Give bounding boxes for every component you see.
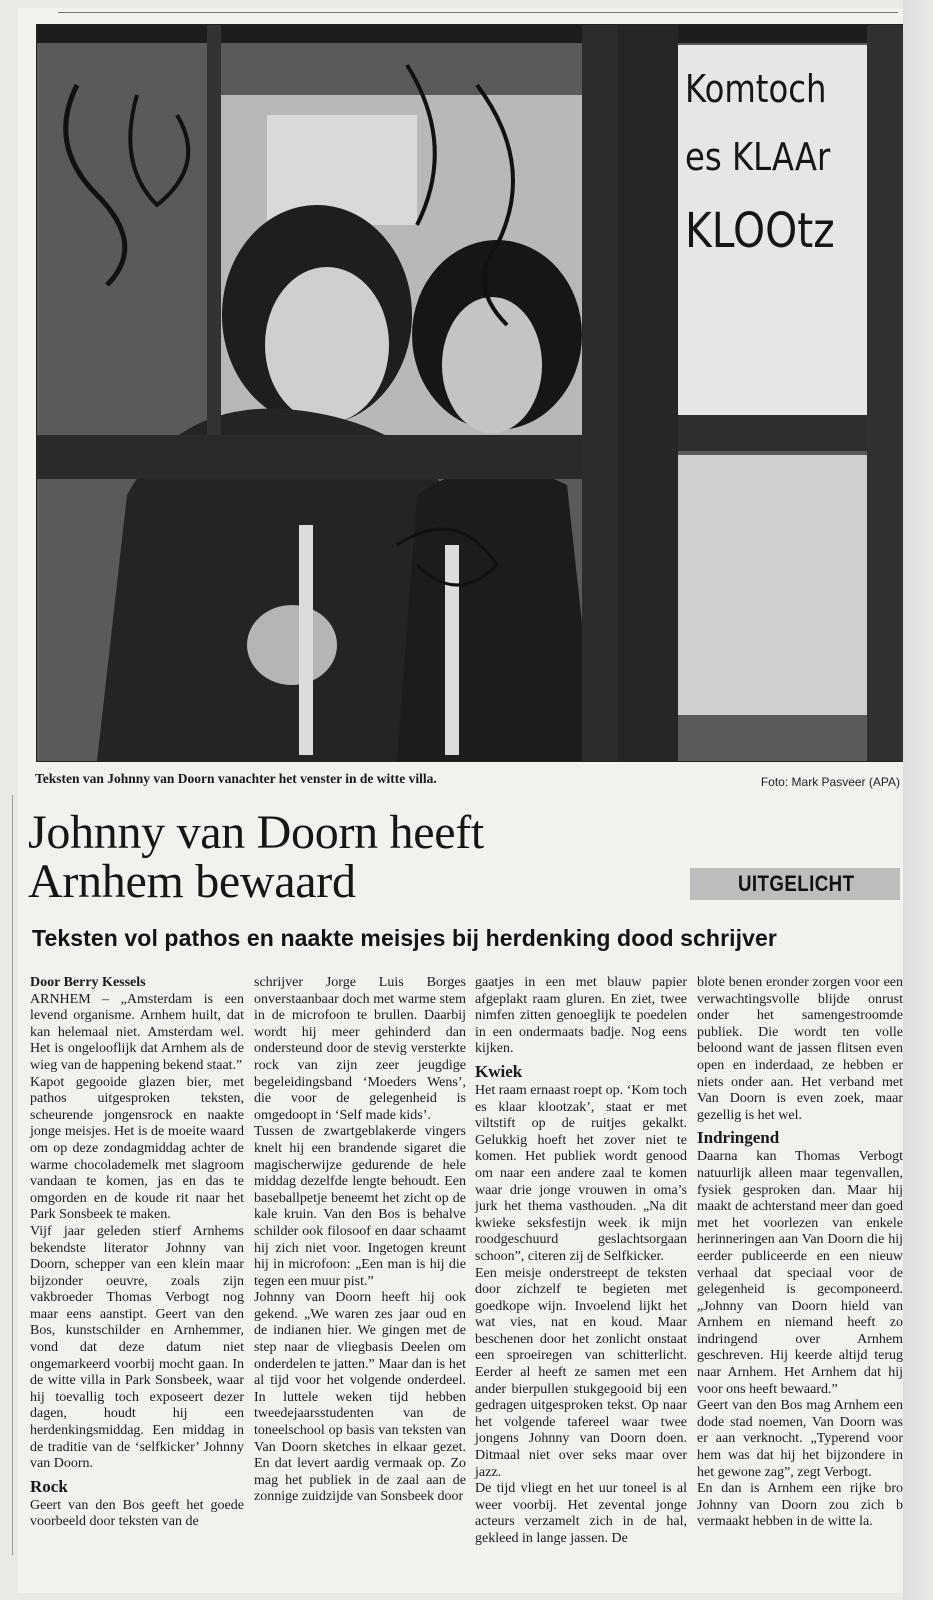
badge-label: UITGELICHT (738, 871, 855, 896)
top-rule (58, 12, 898, 13)
subheadline: Teksten vol pathos en naakte meisjes bij herdenking dood schrijver (32, 925, 777, 951)
paragraph: De tijd vliegt en het uur toneel is al weer voorbij. Het zevental jonge acteurs verzamelt zich in de hal, gekleed in lange jassen. De (475, 1481, 687, 1546)
paragraph: blote benen eronder zorgen voor een verwachtingsvolle blijde onrust onder het samengestroomde publiek. Die wordt ten volle beloond want de jassen flitsen even open en inderdaad, ze hebben er niets onder aan. Het verband met Van Doorn is even zoek, maar gezellig is het wel. (697, 975, 903, 1123)
photo-credit: Foto: Mark Pasveer (APA) (760, 775, 900, 789)
scribble-line: es KLAAr (685, 135, 831, 179)
scribble-line: Komtoch (685, 67, 827, 111)
headline (28, 808, 484, 907)
headline-line: Johnny van Doorn heeft (28, 806, 484, 859)
byline: Door Berry Kessels (30, 975, 146, 990)
column-4 (697, 975, 903, 1531)
paragraph: gaatjes in een met blauw papier afgeplakt raam gluren. En ziet, twee nimfen zitten genoeglijk te poedelen in een ondermaats badje. Nog eens kijken. (475, 975, 687, 1057)
window-scribble-text (685, 55, 872, 271)
intertitle-rock: Rock (30, 1476, 68, 1496)
paragraph: Geert van den Bos mag Arnhem een dode stad noemen, Van Doorn was er aan verknocht. „Typerend voor hem was dat hij het bijzondere in het gewone zag”, zegt Verbogt. (697, 1398, 903, 1480)
paragraph: En dan is Arnhem een rijke bro Johnny van Doorn zou zich b vermaakt hebben in de witte la. (697, 1481, 903, 1530)
paragraph: Vijf jaar geleden stierf Arnhems bekendste literator Johnny van Doorn, schepper van een klein maar bijzonder oeuvre, zoals zijn vakbroeder Thomas Verbogt nog maar eens aanstipt. Geert van den Bos, kunstschilder en Arnhemmer, vond dat deze datum niet ongemarkeerd voorbij mocht gaan. In de witte villa in Park Sonsbeek, waar hij toevallig toch exposeert dezer dagen, houdt hij een herdenkingsmiddag. Een middag in de traditie van de ‘selfkicker’ Johnny van Doorn. (30, 1223, 244, 1472)
photo-caption: Teksten van Johnny van Doorn vanachter het venster in de witte villa. (35, 771, 437, 786)
scan-edge (903, 0, 933, 1600)
scribble-line: KLOOtz (685, 203, 835, 259)
intertitle-indringend: Indringend (697, 1128, 780, 1148)
column-3 (475, 975, 687, 1548)
paragraph: ARNHEM – „Amsterdam is een levend organisme. Arnhem huilt, dat kan helemaal niet. Amsterdam wel. Het is ongelooflijk dat Arnhem als de wieg van de happening bekend staat.” (30, 991, 244, 1073)
paragraph: Kapot gegooide glazen bier, met pathos uitgesproken teksten, scheurende jongensrock en naakte jonge meisjes. Het is de moeite waard om op deze zondagmiddag achter de warme chocolademelk met slagroom vandaan te komen, jas en das te omgorden en de koude rit naar het Park Sonsbeek te maken. (30, 1074, 244, 1223)
paragraph: Een meisje onderstreept de teksten door zichzelf te begieten met goedkope wijn. Invoelend lijkt het wat vies, nat en koud. Maar beschenen door het zonlicht onstaat een sproeiregen van schitterlicht. Eerder al heeft ze samen met een ander bierpullen stukgegooid bij een gedragen uitgesproken tekst. Op naar het volgende tafereel waar twee jongens Johnny van Doorn doen. Ditmaal niet over seks maar over jazz. (475, 1265, 687, 1480)
paragraph: Johnny van Doorn heeft hij ook gekend. „We waren zes jaar oud en de indianen hier. We gingen met de step naar de vliegbasis Deelen om onderdelen te jatten.” Maar dan is het al tijd voor het volgende onderdeel. In luttele weken tijd hebben tweedejaarsstudenten van de toneelschool op basis van teksten van Van Doorn sketches in elkaar gezet. En dat levert aardig vermaak op. Zo mag het publiek in de zaal aan de zonnige zuidzijde van Sonsbeek door (254, 1290, 466, 1505)
paragraph: Daarna kan Thomas Verbogt natuurlijk alleen maar tegenvallen, fysiek gesproken dan. Maar hij maakt de achterstand meer dan goed met het voorlezen van enkele herinneringen aan Van Doorn die hij eerder publiceerde en een nieuw verhaal dat speciaal voor de gelegenheid is gecomponeerd. „Johnny van Doorn hield van Arnhem en niemand heeft zo indringend over Arnhem geschreven. Hij keerde altijd terug naar Arnhem. Het Arnhem dat hij voor ons heeft bewaard.” (697, 1149, 903, 1397)
column-1 (30, 975, 244, 1531)
section-badge (690, 868, 900, 900)
article-body (0, 975, 933, 1585)
paragraph: Het raam ernaast roept op. ‘Kom toch es klaar klootzak’, staat er met viltstift op de ruitjes gekalkt. Gelukkig hoeft het zover niet te komen. Het publiek wordt genood om naar een andere zaal te komen waar drie jonge vrouwen in oma’s jurk het thema vasthouden. „Na dit kwieke seksfestijn week ik mijn roodgeschuurd geslachtsorgaan schoon”, citeren zij de Selfkicker. (475, 1082, 687, 1264)
column-2 (254, 975, 466, 1506)
paragraph: Geert van den Bos geeft het goede voorbeeld door teksten van de (30, 1497, 244, 1530)
paragraph: Tussen de zwartgeblakerde vingers knelt hij een brandende sigaret die magischerwijze gedurende de hele middag dezelfde lengte behoudt. Een baseballpetje beneemt het zicht op de kale kruin. Van den Bos is behalve schilder ook filosoof en daar schaamt hij zich niet voor. Ingetogen kreunt hij in microfoon: „Een man is hij die tegen een muur pist.” (254, 1124, 466, 1289)
headline-line: Arnhem bewaard (28, 855, 356, 909)
article-photo (36, 24, 904, 762)
intertitle-kwiek: Kwiek (475, 1061, 523, 1081)
paragraph: schrijver Jorge Luis Borges onverstaanbaar doch met warme stem in de microfoon te brullen. Daarbij wordt hij meer gehinderd dan ondersteund door de stevig versterkte rock van zijn zeer jeugdige begeleidingsband ‘Moeders Wens’, die voor de gelegenheid is omgedoopt in ‘Self made kids’. (254, 975, 466, 1123)
